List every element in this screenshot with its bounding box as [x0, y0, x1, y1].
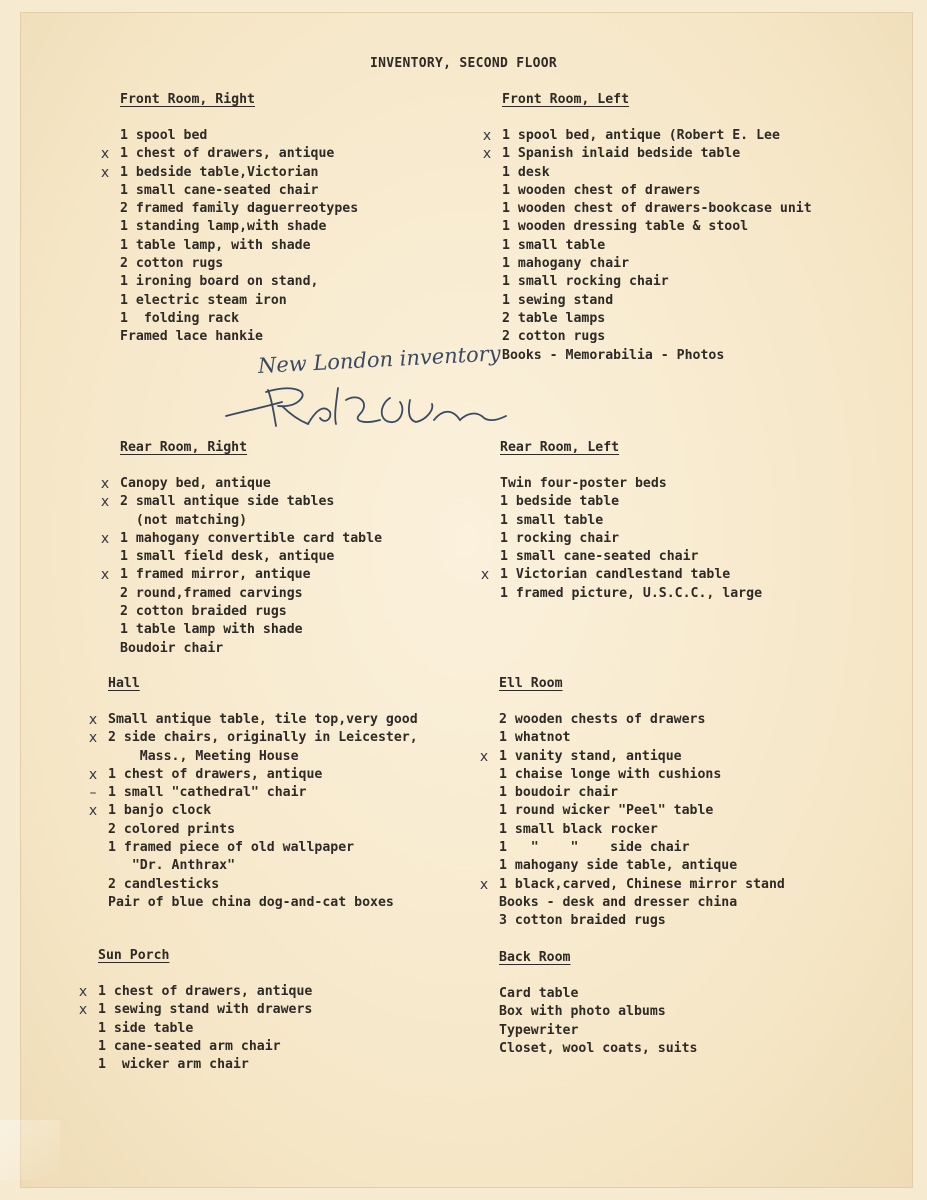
item-text: 1 sewing stand — [502, 292, 614, 308]
inventory-item — [502, 200, 812, 218]
item-text: 1 small field desk, antique — [120, 549, 335, 565]
item-text: 1 small rocking chair — [502, 274, 669, 290]
item-text: 1 cane-seated arm chair — [98, 1038, 281, 1054]
inventory-item — [499, 839, 785, 857]
inventory-item — [120, 585, 382, 603]
inventory-item — [500, 512, 762, 530]
item-text: "Dr. Anthrax" — [108, 858, 236, 874]
item-text: 2 cotton rugs — [502, 329, 606, 345]
item-text: 1 sewing stand with drawers — [98, 1002, 313, 1018]
section-ell-room — [479, 676, 785, 931]
dash-mark: – — [89, 785, 97, 802]
item-text: 2 small antique side tables — [120, 494, 335, 510]
inventory-item — [502, 182, 812, 200]
item-text: 1 framed piece of old wallpaper — [108, 840, 355, 856]
inventory-item — [100, 493, 382, 511]
inventory-item — [499, 857, 785, 875]
inventory-item — [108, 839, 418, 857]
inventory-item — [88, 766, 418, 784]
inventory-item — [500, 585, 762, 603]
inventory-item — [500, 530, 762, 548]
inventory-item — [120, 273, 358, 291]
inventory-item — [502, 347, 812, 365]
inventory-item — [479, 876, 785, 894]
item-text: 1 mahogany side table, antique — [499, 858, 738, 874]
check-mark: x — [100, 567, 110, 584]
item-text: 1 wooden chest of drawers-bookcase unit — [502, 201, 812, 217]
inventory-item — [108, 857, 418, 875]
inventory-item — [88, 729, 418, 747]
handwritten-note: New London inventory — [257, 341, 502, 378]
inventory-item — [502, 292, 812, 310]
item-text: 1 spool bed, antique (Robert E. Lee — [502, 128, 780, 143]
item-text: 1 small table — [500, 512, 604, 528]
inventory-item — [502, 218, 812, 236]
inventory-item — [120, 328, 358, 346]
item-text: 1 " " side chair — [499, 840, 690, 856]
section-heading: Front Room, Right — [120, 92, 255, 107]
item-text: 1 vanity stand, antique — [499, 748, 682, 764]
section-front-room-left — [482, 92, 812, 365]
inventory-item — [108, 876, 418, 894]
check-mark: x — [482, 128, 492, 144]
item-text: Canopy bed, antique — [120, 476, 271, 491]
item-text: 1 Victorian candlestand table — [500, 567, 731, 583]
item-text: 1 chest of drawers, antique — [98, 984, 313, 999]
page-crease — [0, 1120, 60, 1180]
inventory-item — [108, 821, 418, 839]
item-text: 1 bedside table — [500, 494, 620, 510]
inventory-item — [499, 784, 785, 802]
check-mark: x — [88, 730, 98, 747]
inventory-item — [120, 292, 358, 310]
item-text: 1 ironing board on stand, — [120, 274, 319, 290]
inventory-item — [499, 802, 785, 820]
inventory-item — [499, 1003, 698, 1021]
check-mark: x — [482, 146, 492, 163]
inventory-item — [502, 164, 812, 182]
item-text: 1 table lamp, with shade — [120, 237, 311, 253]
inventory-item — [89, 784, 418, 802]
handwritten-signature — [220, 380, 510, 436]
check-mark: x — [100, 164, 110, 181]
inventory-item — [100, 566, 382, 584]
item-text: 1 small "cathedral" chair — [108, 785, 307, 801]
item-text: Typewriter — [499, 1022, 579, 1038]
item-text: 1 desk — [502, 164, 550, 180]
item-text: 1 chest of drawers, antique — [120, 146, 335, 162]
inventory-item — [499, 985, 698, 1003]
inventory-item — [499, 729, 785, 747]
item-text: 1 round wicker "Peel" table — [499, 803, 714, 819]
item-text: 1 boudoir chair — [499, 785, 619, 801]
check-mark: x — [100, 146, 110, 163]
inventory-item — [120, 200, 358, 218]
item-text: 2 round,framed carvings — [120, 585, 303, 601]
inventory-item — [499, 821, 785, 839]
item-text: 1 framed mirror, antique — [120, 567, 311, 583]
section-heading: Back Room — [499, 950, 571, 965]
section-heading: Rear Room, Right — [120, 440, 248, 455]
item-text: 1 standing lamp,with shade — [120, 219, 327, 235]
check-mark: x — [479, 748, 489, 765]
item-text: 1 small table — [502, 237, 606, 253]
section-heading: Hall — [108, 676, 140, 691]
section-heading: Rear Room, Left — [500, 440, 620, 455]
item-text: Books - desk and dresser china — [499, 894, 738, 910]
item-text: (not matching) — [120, 512, 248, 528]
inventory-item — [499, 912, 785, 930]
section-back-room — [499, 950, 698, 1058]
section-rear-room-right — [100, 440, 383, 658]
inventory-item — [499, 894, 785, 912]
inventory-item — [100, 530, 383, 548]
inventory-item — [499, 766, 785, 784]
inventory-item — [120, 640, 382, 658]
item-text: 2 table lamps — [502, 310, 606, 326]
item-text: 2 wooden chests of drawers — [499, 712, 706, 727]
section-sun-porch — [78, 948, 313, 1074]
check-mark: x — [100, 530, 110, 547]
section-heading: Front Room, Left — [502, 92, 630, 107]
inventory-item — [120, 255, 358, 273]
item-text: 2 cotton braided rugs — [120, 604, 287, 620]
check-mark: x — [100, 494, 110, 511]
inventory-item — [502, 255, 812, 273]
item-text: 2 candlesticks — [108, 876, 220, 892]
item-text: 1 table lamp with shade — [120, 622, 303, 638]
check-mark: x — [88, 803, 98, 820]
item-text: 1 small cane-seated chair — [120, 182, 319, 198]
item-text: Framed lace hankie — [120, 329, 263, 345]
inventory-item — [499, 1022, 698, 1040]
check-mark: x — [88, 766, 98, 783]
inventory-item — [120, 621, 382, 639]
item-text: Books - Memorabilia - Photos — [502, 347, 725, 363]
item-text: Card table — [499, 986, 579, 1001]
check-mark: x — [78, 1002, 88, 1019]
inventory-item — [100, 145, 358, 163]
section-hall — [88, 676, 418, 912]
item-text: 1 Spanish inlaid bedside table — [502, 146, 741, 162]
inventory-item — [120, 512, 382, 530]
check-mark: x — [88, 712, 98, 728]
inventory-item — [100, 475, 382, 493]
inventory-item — [98, 1020, 312, 1038]
item-text: 1 chaise longe with cushions — [499, 766, 722, 782]
section-front-room-right — [100, 92, 359, 347]
inventory-item — [98, 1056, 312, 1074]
item-text: 1 wicker arm chair — [98, 1057, 249, 1073]
item-text: 1 wooden dressing table & stool — [502, 219, 749, 235]
item-text: Mass., Meeting House — [108, 748, 299, 764]
item-text: 1 black,carved, Chinese mirror stand — [499, 876, 785, 892]
inventory-item — [98, 1038, 312, 1056]
item-text: 1 mahogany convertible card table — [120, 530, 383, 546]
item-text: 1 small black rocker — [499, 821, 658, 837]
inventory-item — [78, 983, 313, 1001]
section-heading: Sun Porch — [98, 948, 170, 963]
check-mark: x — [479, 876, 489, 893]
inventory-item — [120, 548, 382, 566]
inventory-item — [500, 493, 762, 511]
item-text: Box with photo albums — [499, 1004, 666, 1020]
inventory-item — [479, 748, 785, 766]
section-rear-room-left — [480, 440, 763, 603]
item-text: 1 wooden chest of drawers — [502, 182, 701, 198]
item-text: 2 cotton rugs — [120, 256, 224, 272]
item-text: 1 folding rack — [120, 310, 240, 326]
inventory-item — [108, 748, 418, 766]
item-text: 1 small cane-seated chair — [500, 549, 699, 565]
inventory-item — [499, 1040, 698, 1058]
inventory-item — [482, 127, 812, 145]
inventory-item — [100, 164, 358, 182]
inventory-item — [502, 310, 812, 328]
inventory-item — [120, 218, 358, 236]
item-text: Boudoir chair — [120, 640, 224, 656]
item-text: 2 framed family daguerreotypes — [120, 201, 359, 217]
item-text: 1 rocking chair — [500, 530, 620, 546]
inventory-item — [502, 328, 812, 346]
item-text: 2 colored prints — [108, 821, 236, 837]
item-text: 1 framed picture, U.S.C.C., large — [500, 585, 763, 601]
inventory-item — [108, 894, 418, 912]
check-mark: x — [78, 984, 88, 1000]
section-heading: Ell Room — [499, 676, 563, 691]
inventory-item — [88, 802, 418, 820]
check-mark: x — [480, 567, 490, 584]
item-text: Small antique table, tile top,very good — [108, 712, 418, 727]
check-mark: x — [100, 476, 110, 492]
item-text: 1 electric steam iron — [120, 292, 287, 308]
item-text: 1 banjo clock — [108, 803, 212, 819]
item-text: 1 whatnot — [499, 730, 571, 746]
item-text: 1 spool bed — [120, 128, 208, 143]
item-text: 1 bedside table,Victorian — [120, 164, 319, 180]
inventory-item — [120, 237, 358, 255]
item-text: 1 mahogany chair — [502, 256, 630, 272]
inventory-item — [500, 548, 762, 566]
inventory-item — [120, 603, 382, 621]
item-text: 2 side chairs, originally in Leicester, — [108, 730, 418, 746]
inventory-item — [502, 237, 812, 255]
inventory-item — [480, 566, 762, 584]
item-text: Closet, wool coats, suits — [499, 1040, 698, 1056]
inventory-item — [78, 1001, 313, 1019]
inventory-item — [120, 182, 358, 200]
inventory-item — [499, 711, 785, 729]
item-text: 3 cotton braided rugs — [499, 913, 666, 929]
item-text: 1 chest of drawers, antique — [108, 766, 323, 782]
item-text: 1 side table — [98, 1020, 194, 1036]
inventory-item — [120, 310, 358, 328]
document-title: INVENTORY, SECOND FLOOR — [370, 56, 557, 71]
inventory-item — [120, 127, 358, 145]
item-text: Twin four-poster beds — [500, 476, 667, 491]
inventory-item — [482, 145, 812, 163]
inventory-item — [500, 475, 762, 493]
item-text: Pair of blue china dog-and-cat boxes — [108, 894, 394, 910]
inventory-item — [502, 273, 812, 291]
inventory-item — [88, 711, 418, 729]
